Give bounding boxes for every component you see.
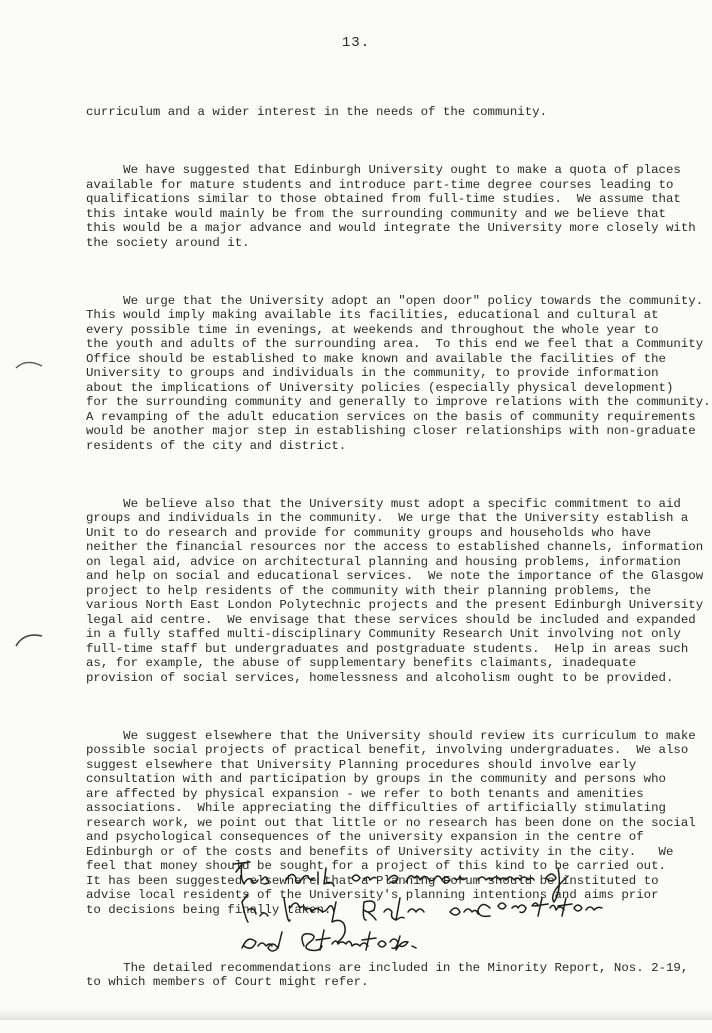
paragraph	[86, 961, 696, 990]
text-line: We believe also that the University must adopt a specific commitment to aid	[86, 496, 681, 511]
text-line: Office should be established to make known and available the facilities of the	[86, 351, 666, 366]
text-line: to decisions being finally taken.	[86, 902, 332, 917]
text-line: this would be a major advance and would integrate the University more closely with	[86, 221, 696, 235]
text-line: various North East London Polytechnic projects and the present Edinburgh University	[86, 598, 704, 612]
handwritten-note	[228, 850, 648, 960]
text-line: neither the financial resources nor the access to established channels, information	[86, 540, 704, 554]
text-line: in a fully staffed multi-disciplinary Community Research Unit involving not only	[86, 627, 681, 641]
text-line: about the implications of University policies (especially physical development)	[86, 380, 674, 395]
text-line: legal aid centre. We envisage that these services should be included and expanded	[86, 612, 696, 627]
text-line: groups and individuals in the community. We urge that the University establish a	[86, 511, 689, 525]
text-line: Edinburgh or of the costs and benefits of University activity in the city. We	[86, 844, 674, 859]
text-line: Unit to do research and provide for community groups and households who have	[86, 525, 652, 540]
text-line: A revamping of the adult education services on the basis of community requirements	[86, 409, 696, 424]
text-line: advise local residents of the University's planning intentions and aims prior	[86, 888, 659, 902]
page-bottom-edge	[0, 1008, 712, 1020]
page-number: 13.	[341, 35, 371, 51]
margin-mark-icon	[14, 630, 44, 650]
text-line: would be another major step in establishing closer relationships with non-graduate	[86, 424, 696, 438]
text-line: for the surrounding community and generally to improve relations with the community.	[86, 395, 711, 409]
text-line: University to groups and individuals in the community, to provide information	[86, 366, 659, 380]
text-line: are affected by physical expansion - we refer to both tenants and amenities	[86, 786, 644, 801]
text-line: project to help residents of the community with their planning problems, the	[86, 583, 652, 598]
margin-mark-icon	[14, 356, 44, 372]
text-line: This would imply making available its facilities, educational and cultural at	[86, 308, 659, 322]
text-line: available for mature students and introduce part-time degree courses leading to	[86, 177, 674, 192]
text-line: The detailed recommendations are included in the Minority Report, Nos. 2-19,	[86, 960, 689, 975]
text-line: residents of the city and district.	[86, 438, 347, 453]
text-line: to which members of Court might refer.	[86, 975, 369, 989]
text-line: We urge that the University adopt an "open door" policy towards the community.	[86, 293, 704, 308]
text-line: every possible time in evenings, at weekends and throughout the whole year to	[86, 322, 659, 337]
text-line: provision of social services, homelessness and alcoholism ought to be provided.	[86, 670, 674, 685]
text-line: consultation with and participation by groups in the community and persons who	[86, 772, 666, 786]
text-line: and psychological consequences of the university expansion in the centre of	[86, 830, 644, 844]
paragraph	[86, 163, 696, 250]
text-line: qualifications similar to those obtained from full-time studies. We assume that	[86, 192, 681, 206]
text-line: and help on social and educational services. We note the importance of the Glasgow	[86, 569, 704, 583]
text-line: suggest elsewhere that University Planning procedures should involve early	[86, 757, 637, 772]
text-line: We have suggested that Edinburgh University ought to make a quota of places	[86, 163, 681, 177]
text-line: possible social projects of practical benefit, involving undergraduates. We also	[86, 743, 689, 757]
text-line: It has been suggested elsewhere that a Planning Forum should be instituted to	[86, 873, 659, 888]
text-line: this intake would mainly be from the surrounding community and we believe that	[86, 206, 666, 221]
text-line: feel that money should be sought for a project of this kind to be carried out.	[86, 859, 666, 873]
paragraph	[86, 293, 711, 454]
text-line: We suggest elsewhere that the University should review its curriculum to make	[86, 728, 696, 743]
text-line: as, for example, the abuse of supplementary benefits claimants, inadequate	[86, 656, 637, 670]
text-line: curriculum and a wider interest in the needs of the community.	[86, 105, 548, 119]
paragraph	[86, 105, 696, 120]
paragraph	[86, 496, 704, 686]
text-line: full-time staff but undergraduates and postgraduate students. Help in areas such	[86, 641, 689, 656]
text-line: the society around it.	[86, 235, 250, 250]
text-line: on legal aid, advice on architectural planning and housing problems, information	[86, 554, 681, 569]
text-line: research work, we point out that little or no research has been done on the social	[86, 815, 696, 830]
text-line: associations. While appreciating the difficulties of artificially stimulating	[86, 801, 666, 815]
text-line: the youth and adults of the surrounding area. To this end we feel that a Community	[86, 337, 704, 351]
